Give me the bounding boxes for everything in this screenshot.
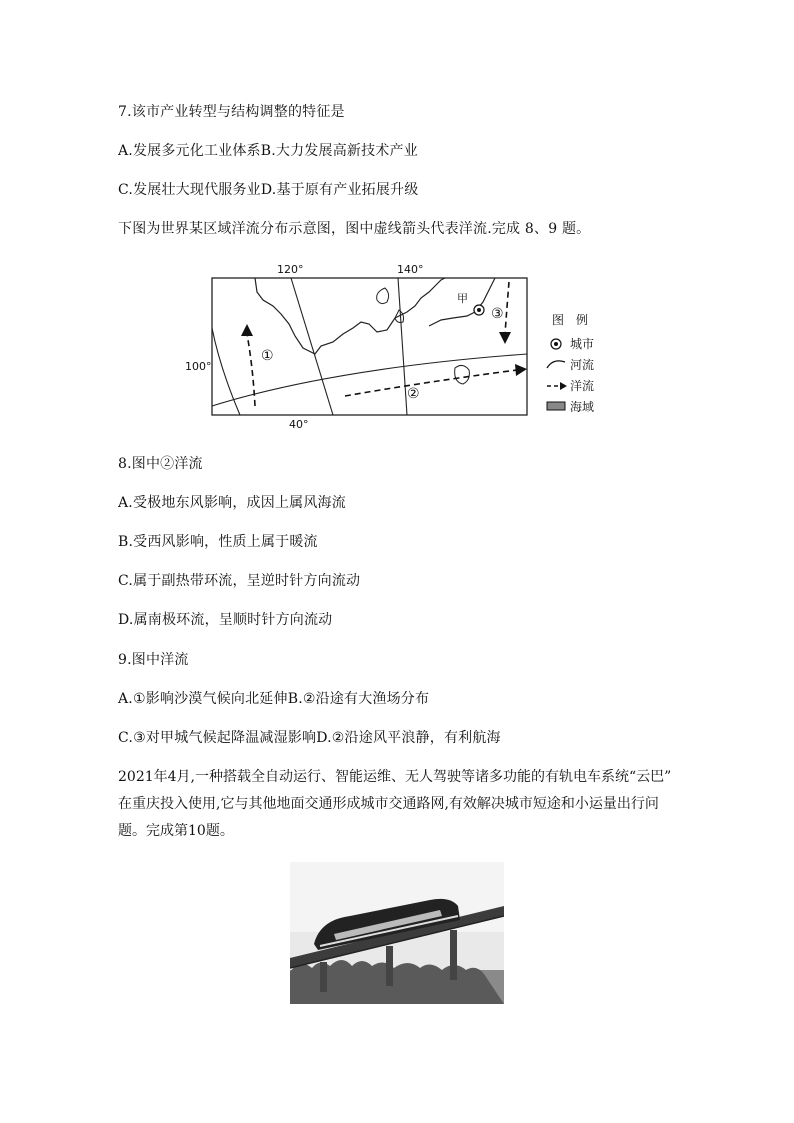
- q9-options-ab: A.①影响沙漠气候向北延伸B.②沿途有大渔场分布: [118, 691, 430, 707]
- legend-river: 河流: [570, 358, 595, 372]
- current-1-label: ①: [261, 348, 274, 364]
- legend-title: 图 例: [552, 313, 589, 327]
- intro-8-9: 下图为世界某区域洋流分布示意图，图中虚线箭头代表洋流.完成 8、9 题。: [118, 221, 591, 237]
- q8-stem: 8.图中②洋流: [118, 456, 203, 472]
- legend-river-icon: [547, 361, 565, 368]
- q7-stem: 7.该市产业转型与结构调整的特征是: [118, 104, 345, 120]
- current-2-label: ②: [407, 386, 420, 402]
- q8-option-b: B.受西风影响，性质上属于暖流: [118, 534, 318, 550]
- lon-140-label: 140°: [397, 263, 424, 276]
- cloudrail-photo: [290, 862, 504, 1004]
- lon-120-label: 120°: [277, 263, 304, 276]
- lat-40-label: 40°: [289, 418, 309, 431]
- q9-options-cd: C.③对甲城气候起降温减湿影响D.②沿途风平浪静，有利航海: [118, 730, 501, 746]
- legend-current: 洋流: [570, 379, 595, 393]
- lat-100-label: 100°: [185, 360, 212, 373]
- current-3-label: ③: [491, 306, 504, 322]
- legend-sea-icon: [547, 402, 565, 410]
- q7-options-ab: A.发展多元化工业体系B.大力发展高新技术产业: [118, 143, 418, 159]
- q8-option-d: D.属南极环流，呈顺时针方向流动: [118, 612, 333, 628]
- city-name-label: 甲: [457, 292, 468, 305]
- intro-10: 2021年4月,一种搭载全自动运行、智能运维、无人驾驶等诸多功能的有轨电车系统“云巴” 在重庆投入使用,它与其他地面交通形成城市交通路网,有效解决城市短途和小运量出行问题。完成第10题。: [118, 769, 672, 839]
- q8-option-c: C.属于副热带环流，呈逆时针方向流动: [118, 573, 361, 589]
- ocean-current-map: [185, 258, 610, 433]
- q7-options-cd: C.发展壮大现代服务业D.基于原有产业拓展升级: [118, 182, 419, 198]
- q8-option-a: A.受极地东风影响，成因上属风海流: [118, 495, 346, 511]
- legend-city: 城市: [570, 337, 595, 351]
- q9-stem: 9.图中洋流: [118, 652, 189, 668]
- map-border: [212, 278, 527, 415]
- legend-sea: 海域: [570, 400, 595, 414]
